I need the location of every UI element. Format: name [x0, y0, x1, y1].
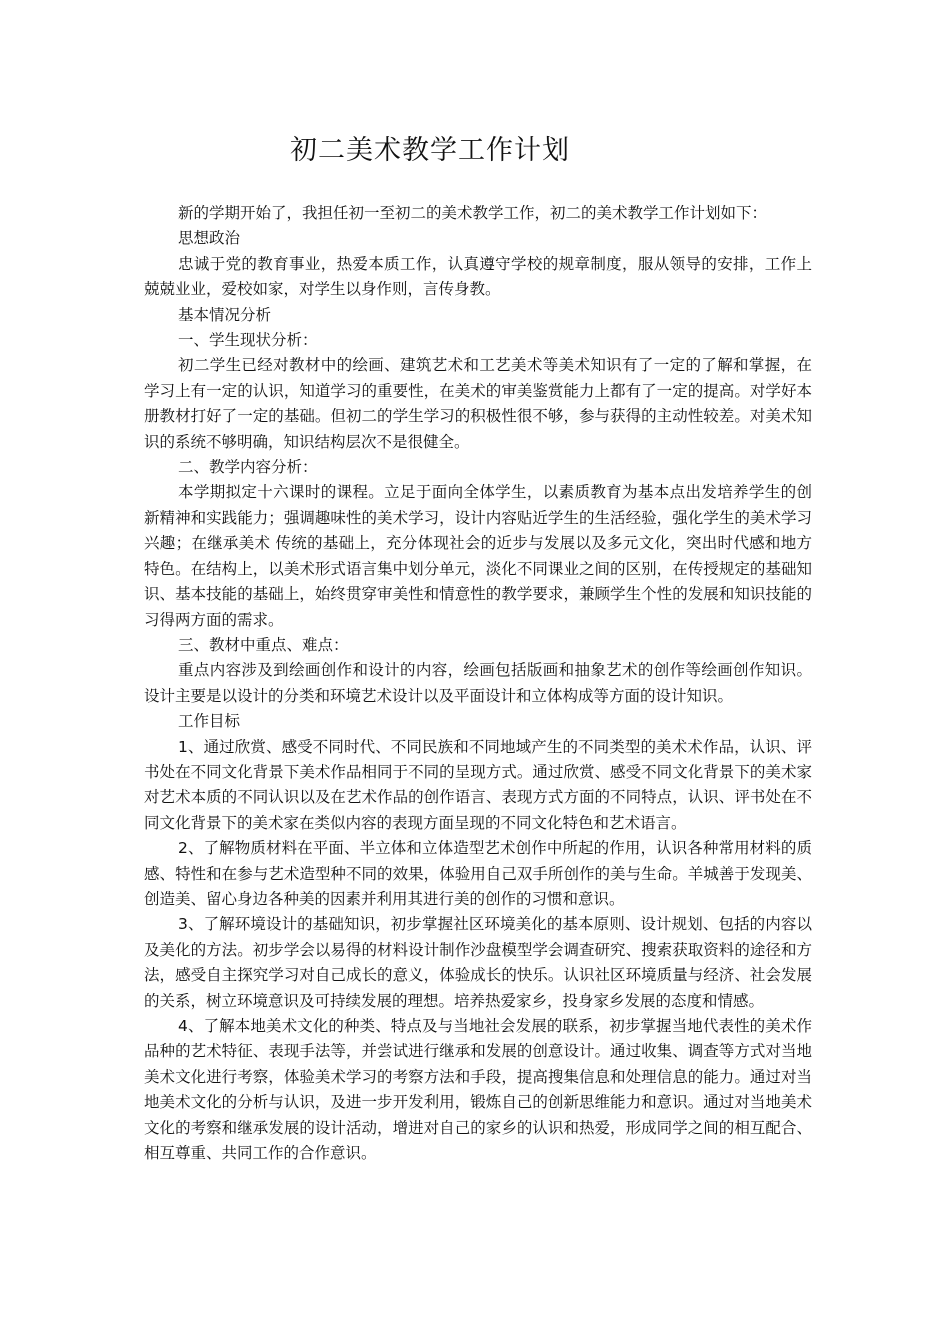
key-points-paragraph: 重点内容涉及到绘画创作和设计的内容，绘画包括版画和抽象艺术的创作等绘画创作知识。设计主要是以设计的分类和环境艺术设计以及平面设计和立体构成等方面的设计知识。: [144, 661, 812, 705]
goal-item-1: 1、通过欣赏、感受不同时代、不同民族和不同地域产生的不同类型的美术术作品，认识、评书处在不同文化背景下美术作品相同于不同的呈现方式。通过欣赏、感受不同文化背景下的美术家对艺术本质的不同认识以及在艺术作品的创作语言、表现方式方面的不同特点，认识、评书处在不同文化背景下的美术家在类似内容的表现方面呈现的不同文化特色和艺术语言。: [144, 737, 812, 832]
content-analysis-paragraph: 本学期拟定十六课时的课程。立足于面向全体学生，以素质教育为基本点出发培养学生的创新精神和实践能力；强调趣味性的美术学习，设计内容贴近学生的生活经验，强化学生的美术学习兴趣；在继承美术 传统的基础上，充分体现社会的近步与发展以及多元文化，突出时代感和地方特色。在结构上，以美术形式语言集中划分单元，淡化不同课业之间的区别，在传授规定的基础知识、基本技能的基础上，始终贯穿审美性和情意性的教学要求，兼顾学生个性的发展和知识技能的习得两方面的需求。: [144, 483, 812, 629]
section-heading-analysis: 基本情况分析: [178, 305, 272, 324]
ideology-paragraph: 忠诚于党的教育事业，热爱本质工作，认真遵守学校的规章制度，服从领导的安排，工作上兢兢业业，爱校如家，对学生以身作则，言传身教。: [144, 254, 812, 299]
subheading-content-analysis: 二、教学内容分析：: [178, 458, 318, 477]
student-analysis-paragraph: 初二学生已经对教材中的绘画、建筑艺术和工艺美术等美术知识有了一定的了解和掌握，在学习上有一定的认识，知道学习的重要性，在美术的审美鉴赏能力上都有了一定的提高。对学好本册教材打好了一定的基础。但初二的学生学习的积极性很不够，参与获得的主动性较差。对美术知识的系统不够明确，知识结构层次不是很健全。: [144, 356, 812, 451]
section-heading-goals: 工作目标: [178, 712, 241, 731]
page-title: 初二美术教学工作计划: [290, 135, 570, 166]
intro-paragraph: 新的学期开始了，我担任初一至初二的美术教学工作，初二的美术教学工作计划如下：: [178, 204, 768, 222]
document-body: [144, 201, 812, 1166]
goal-item-3: 3、了解环境设计的基础知识，初步掌握社区环境美化的基本原则、设计规划、包括的内容以及美化的方法。初步学会以易得的材料设计制作沙盘模型学会调查研究、搜索获取资料的途径和方法，感受自主探究学习对自己成长的意义，体验成长的快乐。认识社区环境质量与经济、社会发展的关系，树立环境意识及可持续发展的理想。培养热爱家乡，投身家乡发展的态度和情感。: [144, 915, 812, 1010]
subheading-key-points: 三、教材中重点、难点：: [178, 635, 349, 654]
goal-item-4: 4、了解本地美术文化的种类、特点及与当地社会发展的联系，初步掌握当地代表性的美术作品种的艺术特征、表现手法等，并尝试进行继承和发展的创意设计。通过收集、调查等方式对当地美术文化进行考察，体验美术学习的考察方法和手段，提高搜集信息和处理信息的能力。通过对当地美术文化的分析与认识，及进一步开发利用，锻炼自己的创新思维能力和意识。通过对当地美术文化的考察和继承发展的设计活动，增进对自己的家乡的认识和热爱，形成同学之间的相互配合、相互尊重、共同工作的合作意识。: [144, 1017, 812, 1163]
goal-item-2: 2、了解物质材料在平面、半立体和立体造型艺术创作中所起的作用，认识各种常用材料的质感、特性和在参与艺术造型种不同的效果，体验用自己双手所创作的美与生命。羊城善于发现美、创造美、留心身边各种美的因素并利用其进行美的创作的习惯和意识。: [144, 839, 812, 908]
section-heading-ideology: 思想政治: [178, 229, 241, 248]
subheading-student-analysis: 一、学生现状分析：: [178, 331, 318, 350]
